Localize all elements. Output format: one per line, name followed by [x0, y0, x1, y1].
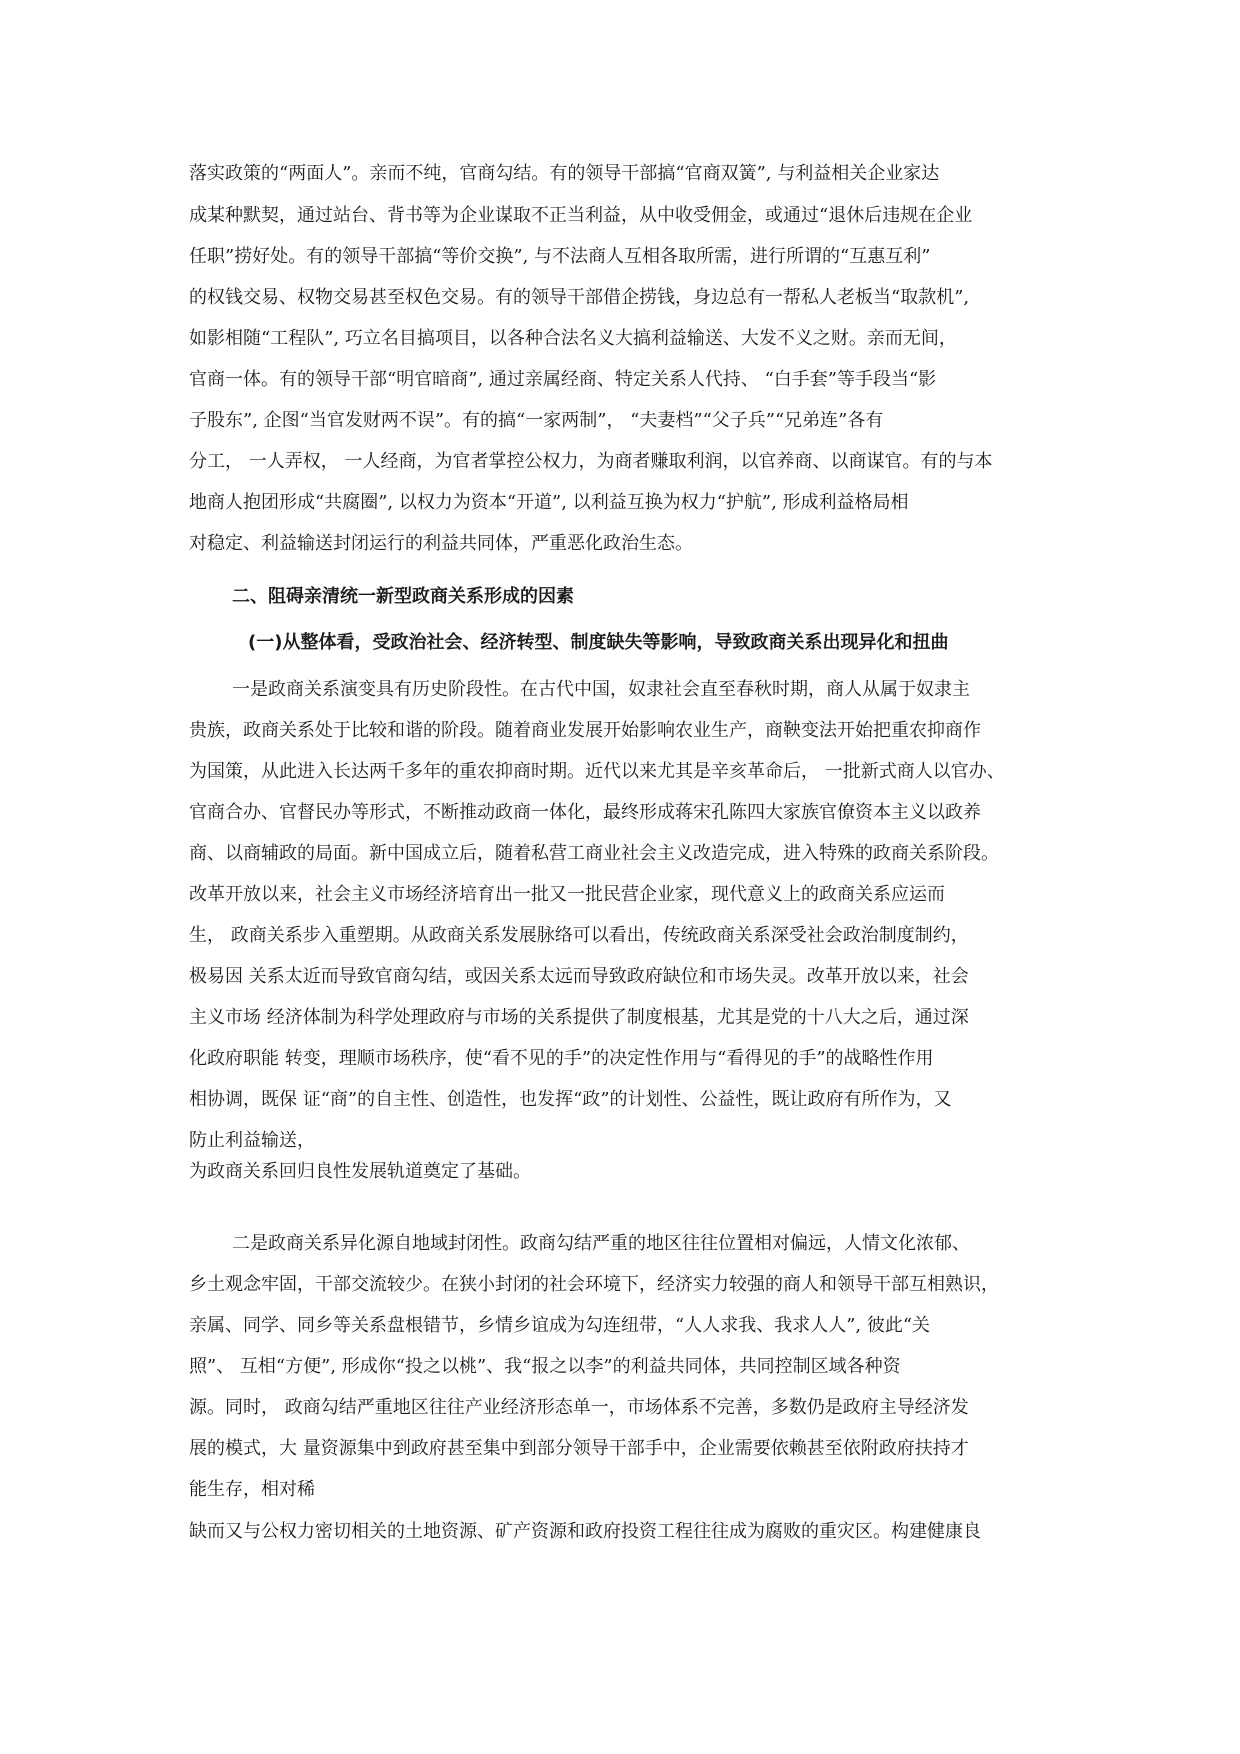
- text-line: 商、以商辅政的局面。新中国成立后，随着私营工商业社会主义改造完成，进入特殊的政商关系阶段。: [189, 843, 999, 864]
- text-line: 官商合办、官督民办等形式，不断推动政商一体化，最终形成蒋宋孔陈四大家族官僚资本主义以政养: [189, 802, 981, 823]
- text-line: 相协调，既保 证“商”的自主性、创造性，也发挥“政”的计划性、公益性，既让政府有所作为，又: [189, 1089, 952, 1110]
- text-line: 能生存，相对稀: [189, 1479, 315, 1500]
- text-line: 亲属、同学、同乡等关系盘根错节，乡情乡谊成为勾连纽带，“人人求我、我求人人”, 彼此“关: [189, 1315, 931, 1336]
- text-line: 贵族，政商关系处于比较和谐的阶段。随着商业发展开始影响农业生产，商鞅变法开始把重农抑商作: [189, 720, 981, 741]
- text-line: 缺而又与公权力密切相关的土地资源、矿产资源和政府投资工程往往成为腐败的重灾区。构建健康良: [189, 1521, 981, 1542]
- text-line: 分工， 一人弄权， 一人经商，为官者掌控公权力，为商者赚取利润，以官养商、以商谋官。有的与本: [189, 451, 993, 472]
- text-line: 的权钱交易、权物交易甚至权色交易。有的领导干部借企捞钱，身边总有一帮私人老板当“取款机”,: [189, 287, 970, 308]
- text-line: 源。同时， 政商勾结严重地区往往产业经济形态单一，市场体系不完善，多数仍是政府主导经济发: [189, 1397, 969, 1418]
- text-line: 极易因 关系太近而导致官商勾结，或因关系太远而导致政府缺位和市场失灵。改革开放以来，社会: [189, 966, 969, 987]
- subsection-heading: (一)从整体看，受政治社会、经济转型、制度缺失等影响，导致政商关系出现异化和扭曲: [248, 632, 949, 653]
- text-line: 展的模式，大 量资源集中到政府甚至集中到部分领导干部手中，企业需要依赖甚至依附政府扶持才: [189, 1438, 969, 1459]
- text-line: 落实政策的“两面人”。亲而不纯，官商勾结。有的领导干部搞“官商双簧”, 与利益相关企业家达: [189, 163, 940, 184]
- text-line: 化政府职能 转变，理顺市场秩序，使“看不见的手”的决定性作用与“看得见的手”的战略性作用: [189, 1048, 934, 1069]
- text-line: 成某种默契，通过站台、背书等为企业谋取不正当利益，从中收受佣金，或通过“退休后违规在企业: [189, 205, 973, 226]
- text-line: 主义市场 经济体制为科学处理政府与市场的关系提供了制度根基，尤其是党的十八大之后，通过深: [189, 1007, 969, 1028]
- section-heading: 二、阻碍亲清统一新型政商关系形成的因素: [232, 586, 574, 607]
- text-line: 防止利益输送，: [189, 1130, 315, 1151]
- text-line: 生， 政商关系步入重塑期。从政商关系发展脉络可以看出，传统政商关系深受社会政治制度制约，: [189, 925, 969, 946]
- text-line: 为国策，从此进入长达两千多年的重农抑商时期。近代以来尤其是辛亥革命后， 一批新式商人以官办、: [189, 761, 1005, 782]
- text-line: 如影相随“工程队”, 巧立名目搞项目，以各种合法名义大搞利益输送、大发不义之财。亲而无间，: [189, 328, 957, 349]
- text-line: 任职”捞好处。有的领导干部搞“等价交换”, 与不法商人互相各取所需，进行所谓的“互惠互利”: [189, 246, 931, 267]
- text-line: 官商一体。有的领导干部“明官暗商”, 通过亲属经商、特定关系人代持、 “白手套”等手段当“影: [189, 369, 937, 390]
- text-line: 地商人抱团形成“共腐圈”, 以权力为资本“开道”, 以利益互换为权力“护航”, 形成利益格局相: [189, 492, 909, 513]
- text-line: 对稳定、利益输送封闭运行的利益共同体，严重恶化政治生态。: [189, 533, 693, 554]
- text-line: 子股东”, 企图“当官发财两不误”。有的搞“一家两制”， “夫妻档”“父子兵”“兄弟连”各有: [189, 410, 884, 431]
- text-line: 改革开放以来，社会主义市场经济培育出一批又一批民营企业家，现代意义上的政商关系应运而: [189, 884, 945, 905]
- text-line: 二是政商关系异化源自地域封闭性。政商勾结严重的地区往往位置相对偏远，人情文化浓郁、: [232, 1233, 970, 1254]
- text-line: 为政商关系回归良性发展轨道奠定了基础。: [189, 1161, 531, 1182]
- text-line: 一是政商关系演变具有历史阶段性。在古代中国，奴隶社会直至春秋时期，商人从属于奴隶主: [232, 679, 970, 700]
- text-line: 照”、 互相“方便”, 形成你“投之以桃”、我“报之以李”的利益共同体，共同控制区域各种资: [189, 1356, 901, 1377]
- text-line: 乡土观念牢固，干部交流较少。在狭小封闭的社会环境下，经济实力较强的商人和领导干部互相熟识，: [189, 1274, 999, 1295]
